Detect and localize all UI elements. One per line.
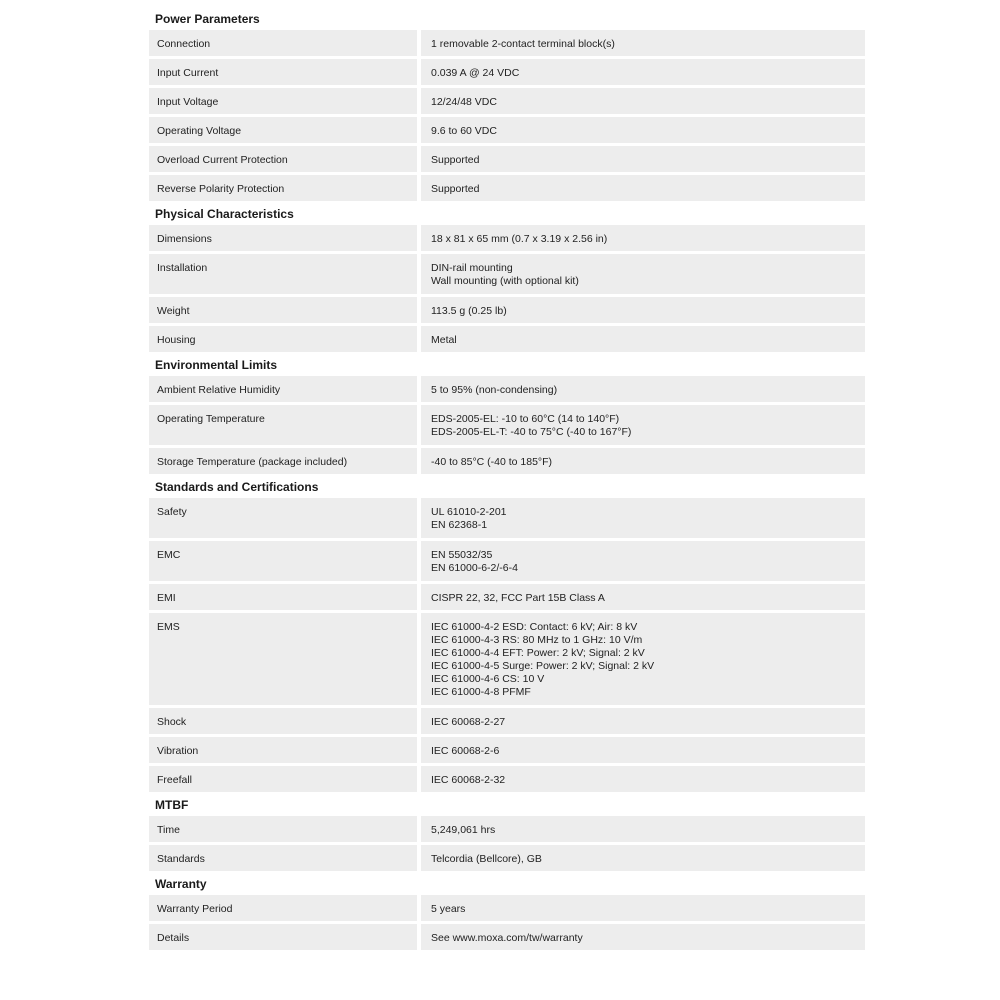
spec-value bbox=[421, 326, 865, 352]
spec-value-line: DIN-rail mounting bbox=[431, 262, 513, 274]
spec-value bbox=[421, 816, 865, 842]
section-title: Warranty bbox=[155, 877, 207, 891]
spec-value-line: EDS-2005-EL: -10 to 60°C (14 to 140°F) bbox=[431, 413, 620, 425]
spec-value-line: EDS-2005-EL-T: -40 to 75°C (-40 to 167°F) bbox=[431, 426, 632, 438]
spec-label: Standards bbox=[149, 845, 417, 871]
section-title: Environmental Limits bbox=[155, 358, 278, 372]
spec-row bbox=[149, 737, 865, 763]
spec-value-line: -40 to 85°C (-40 to 185°F) bbox=[431, 456, 553, 468]
section-title: MTBF bbox=[155, 798, 189, 812]
spec-value-line: Wall mounting (with optional kit) bbox=[431, 275, 579, 287]
spec-row bbox=[149, 175, 865, 201]
spec-sheet bbox=[149, 9, 865, 953]
spec-label: Connection bbox=[149, 30, 417, 56]
spec-label: Overload Current Protection bbox=[149, 146, 417, 172]
spec-value-line: See www.moxa.com/tw/warranty bbox=[431, 932, 583, 944]
spec-label: Shock bbox=[149, 708, 417, 734]
spec-value-line: CISPR 22, 32, FCC Part 15B Class A bbox=[431, 592, 605, 604]
spec-value bbox=[421, 498, 865, 538]
spec-label: EMI bbox=[149, 584, 417, 610]
spec-value-line: 5 to 95% (non-condensing) bbox=[431, 384, 558, 396]
spec-value bbox=[421, 254, 865, 294]
spec-label: Input Current bbox=[149, 59, 417, 85]
spec-row bbox=[149, 405, 865, 445]
spec-label: Ambient Relative Humidity bbox=[149, 376, 417, 402]
spec-value-line: IEC 61000-4-2 ESD: Contact: 6 kV; Air: 8 kV bbox=[431, 621, 638, 633]
spec-value-line: IEC 61000-4-6 CS: 10 V bbox=[431, 673, 545, 685]
spec-value bbox=[421, 59, 865, 85]
spec-label: Weight bbox=[149, 297, 417, 323]
spec-value-line: 5,249,061 hrs bbox=[431, 824, 496, 836]
spec-row bbox=[149, 541, 865, 581]
spec-row bbox=[149, 766, 865, 792]
spec-label: EMS bbox=[149, 613, 417, 705]
spec-value-line: Supported bbox=[431, 154, 480, 166]
spec-value-line: IEC 61000-4-3 RS: 80 MHz to 1 GHz: 10 V/m bbox=[431, 634, 643, 646]
spec-value bbox=[421, 175, 865, 201]
spec-value-line: 0.039 A @ 24 VDC bbox=[431, 67, 520, 79]
spec-row bbox=[149, 376, 865, 402]
spec-value-line: 5 years bbox=[431, 903, 466, 915]
spec-label: Safety bbox=[149, 498, 417, 538]
spec-row bbox=[149, 297, 865, 323]
spec-label: Details bbox=[149, 924, 417, 950]
spec-row bbox=[149, 895, 865, 921]
spec-row bbox=[149, 146, 865, 172]
section-title: Standards and Certifications bbox=[155, 480, 319, 494]
spec-value-line: Telcordia (Bellcore), GB bbox=[431, 853, 542, 865]
spec-value-line: 1 removable 2-contact terminal block(s) bbox=[431, 38, 615, 50]
spec-label: Freefall bbox=[149, 766, 417, 792]
spec-row bbox=[149, 117, 865, 143]
spec-value bbox=[421, 297, 865, 323]
spec-row bbox=[149, 326, 865, 352]
spec-row bbox=[149, 845, 865, 871]
spec-label: Dimensions bbox=[149, 225, 417, 251]
spec-label: Operating Voltage bbox=[149, 117, 417, 143]
spec-row bbox=[149, 88, 865, 114]
spec-row bbox=[149, 584, 865, 610]
spec-value bbox=[421, 708, 865, 734]
spec-value-line: UL 61010-2-201 bbox=[431, 506, 507, 518]
spec-value-line: 18 x 81 x 65 mm (0.7 x 3.19 x 2.56 in) bbox=[431, 233, 608, 245]
spec-section bbox=[149, 477, 865, 792]
spec-section bbox=[149, 204, 865, 352]
spec-value-line: EN 61000-6-2/-6-4 bbox=[431, 562, 518, 574]
spec-section bbox=[149, 9, 865, 201]
spec-label: Installation bbox=[149, 254, 417, 294]
spec-value-line: IEC 61000-4-4 EFT: Power: 2 kV; Signal: 2 kV bbox=[431, 647, 645, 659]
spec-value bbox=[421, 613, 865, 705]
spec-value bbox=[421, 448, 865, 474]
spec-row bbox=[149, 59, 865, 85]
spec-value-line: EN 62368-1 bbox=[431, 519, 488, 531]
spec-value bbox=[421, 584, 865, 610]
spec-value bbox=[421, 376, 865, 402]
spec-label: Vibration bbox=[149, 737, 417, 763]
spec-row bbox=[149, 613, 865, 705]
spec-label: Reverse Polarity Protection bbox=[149, 175, 417, 201]
spec-value bbox=[421, 845, 865, 871]
spec-value bbox=[421, 924, 865, 950]
spec-label: Input Voltage bbox=[149, 88, 417, 114]
spec-value bbox=[421, 225, 865, 251]
spec-row bbox=[149, 816, 865, 842]
spec-value-line: 113.5 g (0.25 lb) bbox=[431, 305, 507, 317]
spec-row bbox=[149, 448, 865, 474]
spec-value-line: 12/24/48 VDC bbox=[431, 96, 497, 108]
spec-value bbox=[421, 88, 865, 114]
spec-label: Time bbox=[149, 816, 417, 842]
spec-value-line: EN 55032/35 bbox=[431, 549, 493, 561]
spec-value bbox=[421, 146, 865, 172]
spec-value bbox=[421, 117, 865, 143]
spec-label: EMC bbox=[149, 541, 417, 581]
spec-section bbox=[149, 355, 865, 474]
spec-value-line: IEC 61000-4-5 Surge: Power: 2 kV; Signal: 2 kV bbox=[431, 660, 655, 672]
spec-value-line: Supported bbox=[431, 183, 480, 195]
spec-row bbox=[149, 924, 865, 950]
spec-label: Housing bbox=[149, 326, 417, 352]
spec-label: Warranty Period bbox=[149, 895, 417, 921]
section-title: Physical Characteristics bbox=[155, 207, 294, 221]
spec-label: Operating Temperature bbox=[149, 405, 417, 445]
spec-section bbox=[149, 874, 865, 950]
spec-row bbox=[149, 708, 865, 734]
spec-row bbox=[149, 225, 865, 251]
spec-value bbox=[421, 541, 865, 581]
spec-value bbox=[421, 766, 865, 792]
spec-value-line: IEC 61000-4-8 PFMF bbox=[431, 686, 531, 698]
spec-row bbox=[149, 30, 865, 56]
spec-value bbox=[421, 30, 865, 56]
spec-value-line: 9.6 to 60 VDC bbox=[431, 125, 497, 137]
spec-label: Storage Temperature (package included) bbox=[149, 448, 417, 474]
spec-value bbox=[421, 737, 865, 763]
spec-value-line: IEC 60068-2-6 bbox=[431, 745, 500, 757]
spec-row bbox=[149, 254, 865, 294]
spec-row bbox=[149, 498, 865, 538]
spec-value-line: IEC 60068-2-27 bbox=[431, 716, 506, 728]
spec-value-line: IEC 60068-2-32 bbox=[431, 774, 506, 786]
spec-value bbox=[421, 405, 865, 445]
spec-section bbox=[149, 795, 865, 871]
spec-value-line: Metal bbox=[431, 334, 457, 346]
spec-value bbox=[421, 895, 865, 921]
section-title: Power Parameters bbox=[155, 12, 260, 26]
